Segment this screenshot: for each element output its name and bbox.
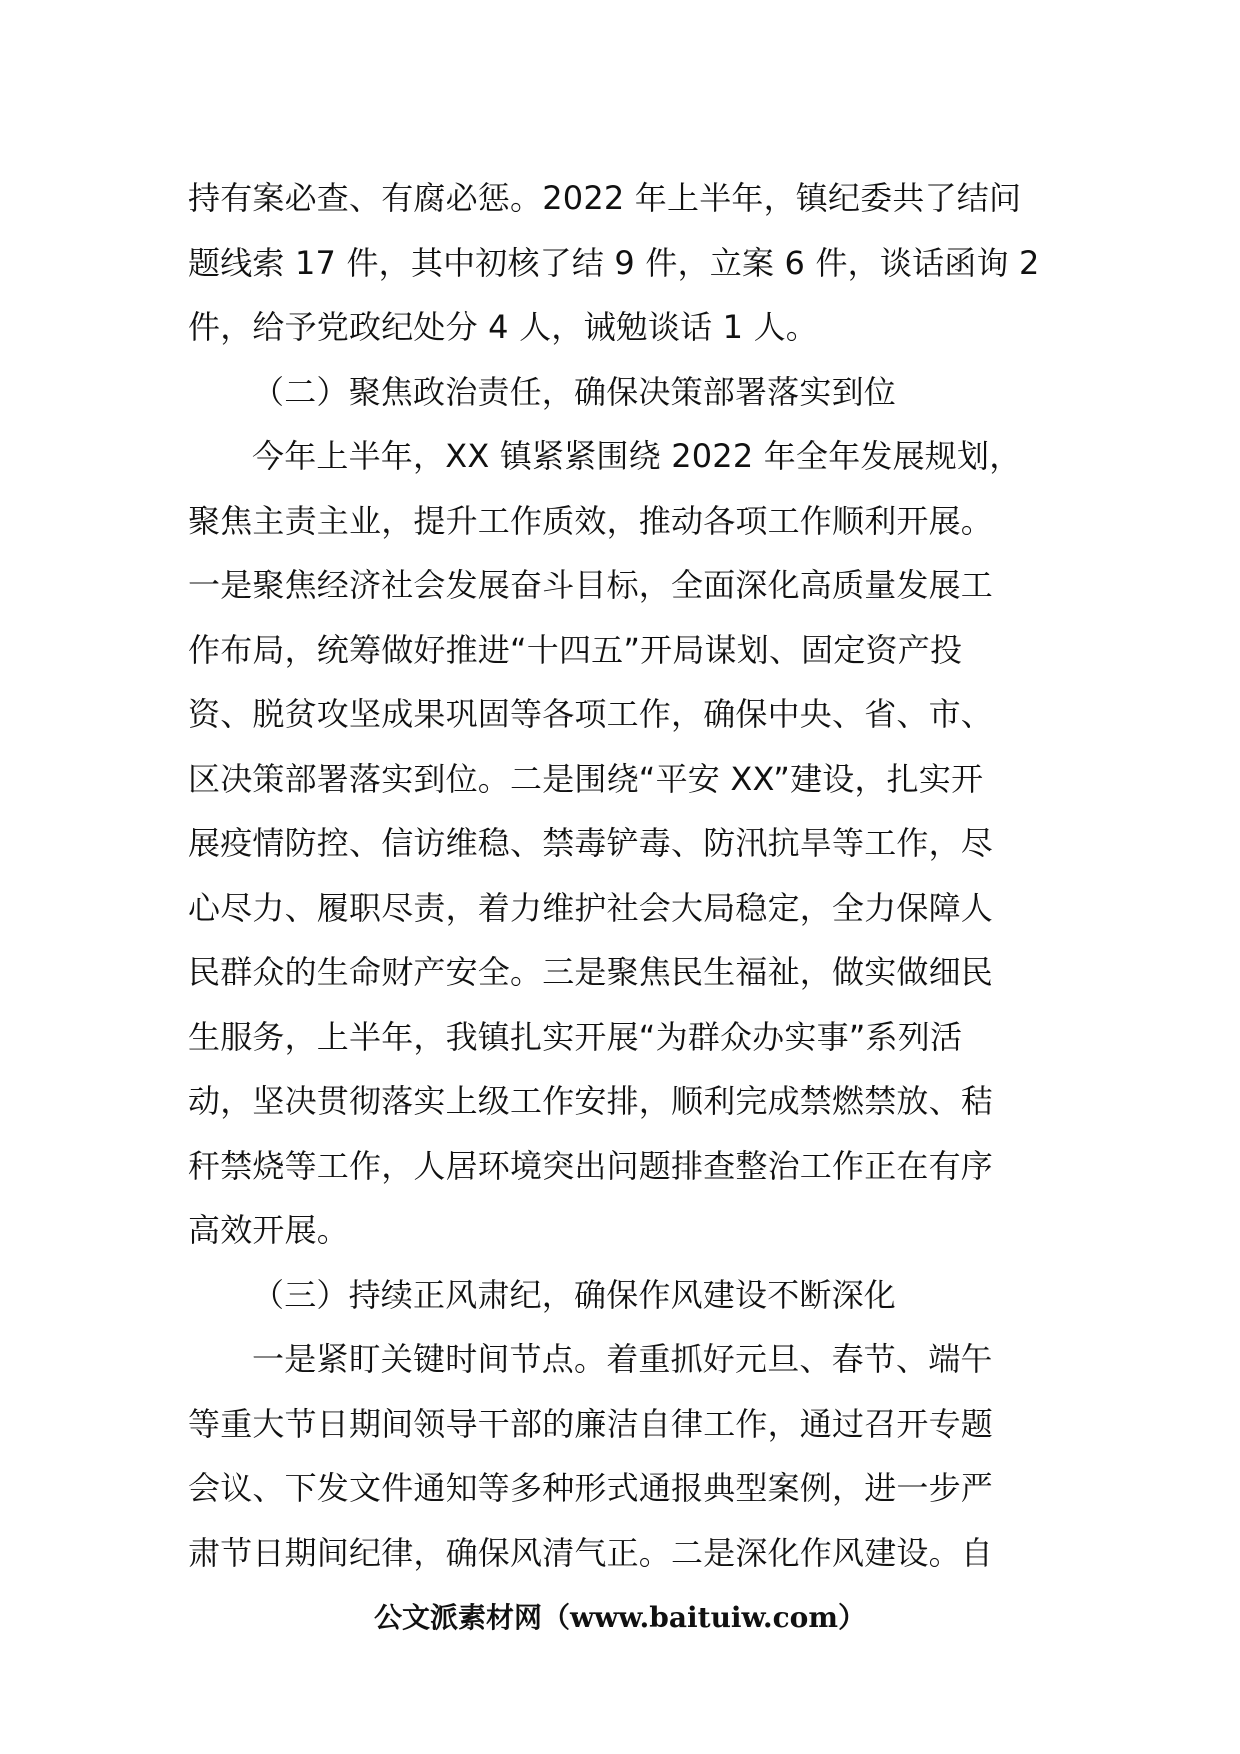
paragraph-start-line: 一是紧盯关键时间节点。着重抓好元旦、春节、端午 xyxy=(252,1340,993,1378)
body-line: 区决策部署落实到位。二是围绕“平安 XX”建设，扎实开 xyxy=(188,759,984,798)
body-line: 高效开展。 xyxy=(188,1211,350,1249)
body-line: 件，给予党政纪处分 4 人，诫勉谈话 1 人。 xyxy=(188,308,819,346)
body-line: 秆禁烧等工作，人居环境突出问题排查整治工作正在有序 xyxy=(188,1146,994,1185)
body-line: 会议、下发文件通知等多种形式通报典型案例，进一步严 xyxy=(188,1469,994,1507)
paragraph-start-line: 今年上半年，XX 镇紧紧围绕 2022 年全年发展规划， xyxy=(252,437,1022,475)
body-line: 等重大节日期间领导干部的廉洁自律工作，通过召开专题 xyxy=(188,1404,994,1443)
body-line: 展疫情防控、信访维稳、禁毒铲毒、防汛抗旱等工作，尽 xyxy=(188,824,994,862)
body-line: 民群众的生命财产安全。三是聚焦民生福祉，做实做细民 xyxy=(188,953,994,991)
body-line: 心尽力、履职尽责，着力维护社会大局稳定，全力保障人 xyxy=(188,888,994,927)
section-heading-3: （三）持续正风肃纪，确保作风建设不断深化 xyxy=(252,1275,897,1314)
body-line: 一是聚焦经济社会发展奋斗目标，全面深化高质量发展工 xyxy=(188,566,994,604)
body-line: 题线索 17 件，其中初核了结 9 件，立案 6 件，谈话函询 2 xyxy=(188,243,1040,282)
body-line: 持有案必查、有腐必惩。2022 年上半年，镇纪委共了结问 xyxy=(188,179,1022,217)
body-line: 生服务，上半年，我镇扎实开展“为群众办实事”系列活 xyxy=(188,1017,963,1056)
document-body xyxy=(188,166,1058,1585)
section-heading-2: （二）聚焦政治责任，确保决策部署落实到位 xyxy=(252,372,897,411)
body-line: 聚焦主责主业，提升工作质效，推动各项工作顺利开展。 xyxy=(188,501,994,540)
footer-watermark: 公文派素材网（www.baituiw.com） xyxy=(374,1601,866,1634)
body-line: 资、脱贫攻坚成果巩固等各项工作，确保中央、省、市、 xyxy=(188,695,994,733)
body-line: 肃节日期间纪律，确保风清气正。二是深化作风建设。自 xyxy=(188,1533,994,1572)
body-line: 作布局，统筹做好推进“十四五”开局谋划、固定资产投 xyxy=(188,630,963,669)
body-line: 动，坚决贯彻落实上级工作安排，顺利完成禁燃禁放、秸 xyxy=(188,1082,994,1120)
